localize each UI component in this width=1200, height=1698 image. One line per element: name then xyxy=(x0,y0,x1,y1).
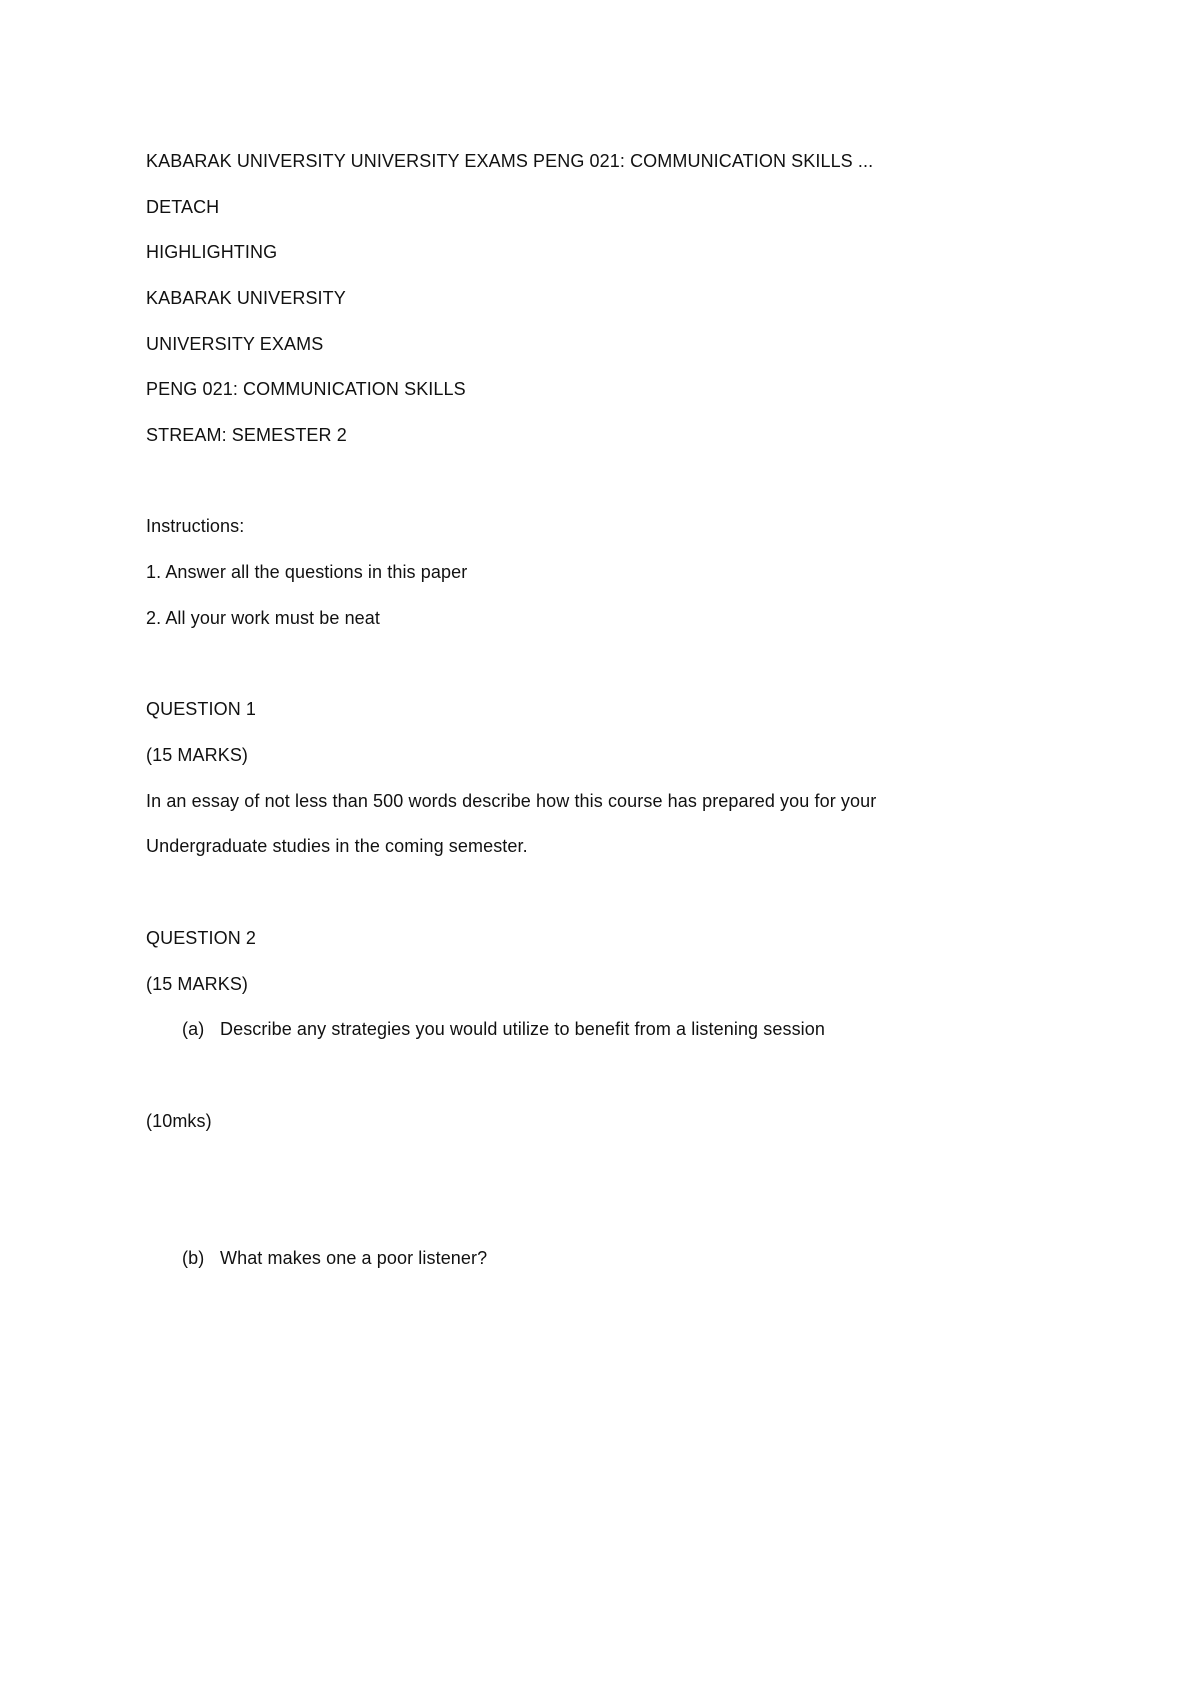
university-name: KABARAK UNIVERSITY xyxy=(146,288,346,308)
question-1-text-line: In an essay of not less than 500 words describe how this course has prepared you for your xyxy=(146,791,877,811)
part-b-text: What makes one a poor listener? xyxy=(220,1248,488,1268)
question-2-part-a xyxy=(182,1018,825,1040)
part-a-marks: (10mks) xyxy=(146,1111,212,1131)
highlighting-label: HIGHLIGHTING xyxy=(146,242,278,262)
part-a-label: (a) xyxy=(182,1019,205,1039)
question-2-part-b xyxy=(182,1247,487,1269)
part-a-text: Describe any strategies you would utilize to benefit from a listening session xyxy=(220,1019,826,1039)
question-2-title: QUESTION 2 xyxy=(146,928,257,948)
exam-type: UNIVERSITY EXAMS xyxy=(146,334,324,354)
course-title: PENG 021: COMMUNICATION SKILLS xyxy=(146,379,466,399)
detach-label: DETACH xyxy=(146,197,220,217)
question-1-title: QUESTION 1 xyxy=(146,699,257,719)
part-b-label: (b) xyxy=(182,1248,205,1268)
instruction-item: 1. Answer all the questions in this paper xyxy=(146,562,468,582)
question-1-text-line: Undergraduate studies in the coming semester. xyxy=(146,836,528,856)
stream-label: STREAM: SEMESTER 2 xyxy=(146,425,347,445)
question-1-marks: (15 MARKS) xyxy=(146,745,249,765)
question-2-marks: (15 MARKS) xyxy=(146,974,249,994)
instructions-heading: Instructions: xyxy=(146,516,245,536)
instruction-item: 2. All your work must be neat xyxy=(146,608,381,628)
document-title-line: KABARAK UNIVERSITY UNIVERSITY EXAMS PENG 021: COMMUNICATION SKILLS ... xyxy=(146,151,874,171)
